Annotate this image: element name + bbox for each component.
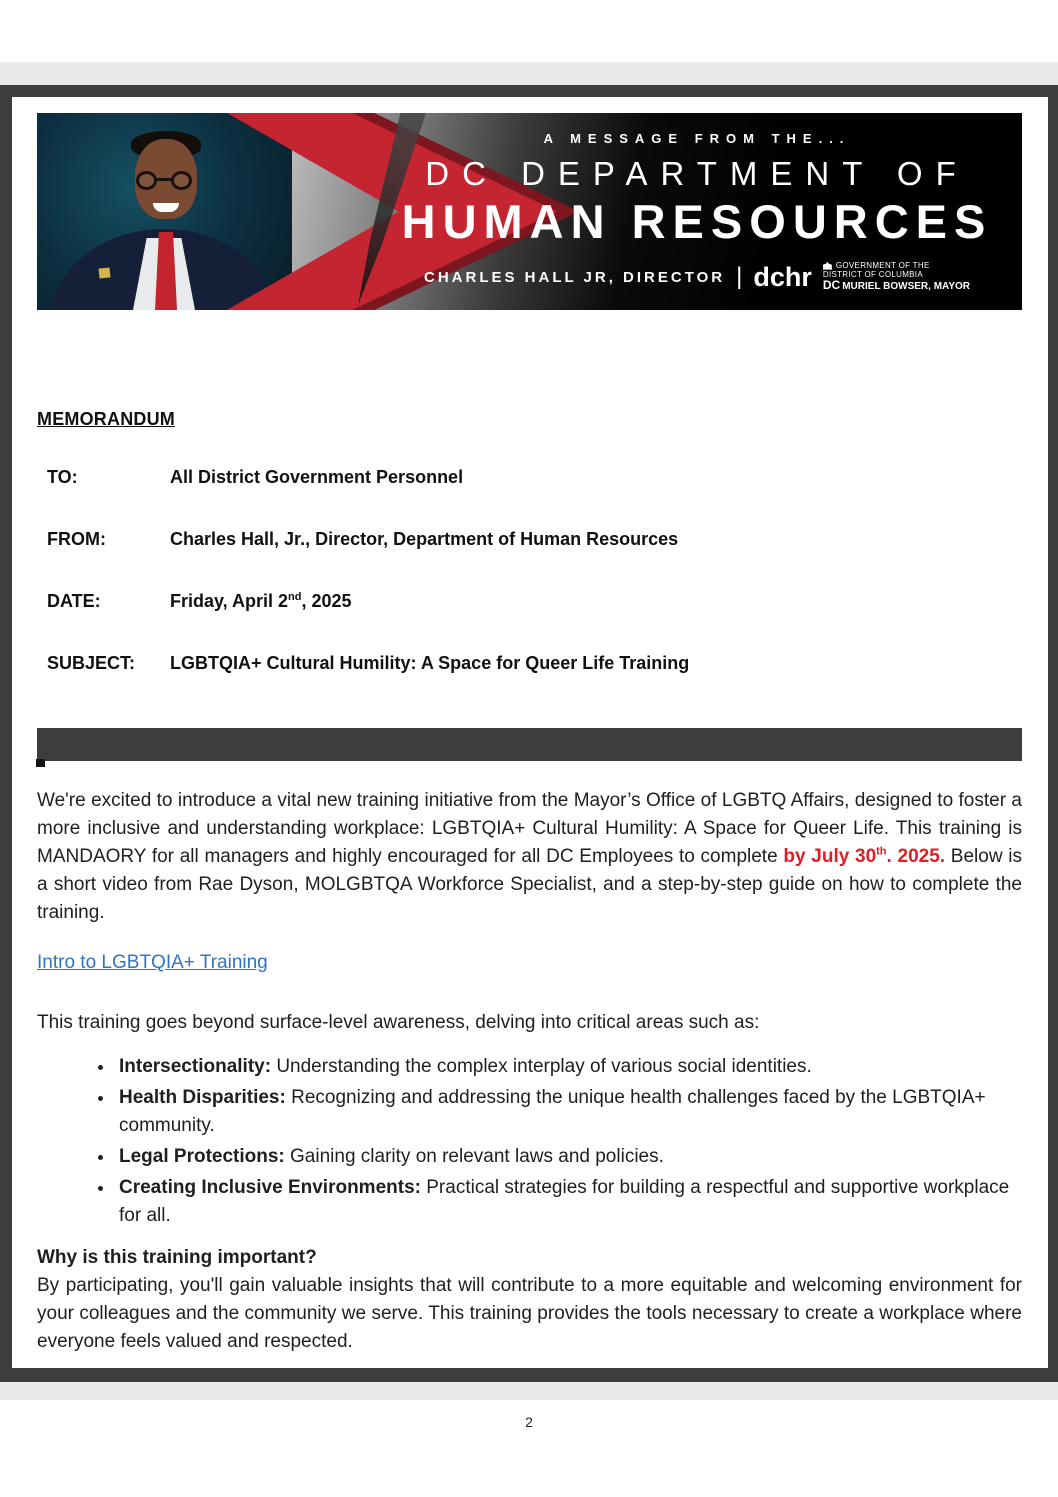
banner-text: [382, 131, 1012, 293]
anchor-marker: [36, 759, 45, 767]
separator: |: [736, 263, 743, 291]
memo-heading: MEMORANDUM: [37, 409, 175, 429]
field-subject-value: LGBTQIA+ Cultural Humility: A Space for Queer Life Training: [170, 653, 690, 673]
field-subject-label: SUBJECT:: [47, 653, 136, 673]
topics-list: [37, 1053, 1022, 1230]
memo-fields: [37, 465, 1022, 675]
field-date-label: DATE:: [47, 591, 101, 611]
banner-kicker: A MESSAGE FROM THE...: [543, 131, 851, 146]
field-from-value: Charles Hall, Jr., Director, Department of Human Resources: [170, 529, 679, 549]
field-date-value: Friday, April 2nd, 2025: [170, 591, 352, 611]
banner-title-line1: DC DEPARTMENT OF: [425, 155, 969, 192]
banner-title-line2: HUMAN RESOURCES: [401, 195, 993, 248]
director-name: CHARLES HALL JR, DIRECTOR: [423, 268, 726, 286]
field-date: [37, 589, 1022, 613]
portrait-pocket-square: [99, 267, 111, 278]
list-item: • Creating Inclusive Environments: Practical strategies for building a respectful and supportive workplace for all.: [115, 1174, 1022, 1230]
page-number: 2: [525, 1414, 533, 1430]
dchr-logo: dchr: [753, 261, 812, 292]
field-to: [37, 465, 1022, 489]
training-intro-link[interactable]: Intro to LGBTQIA+ Training: [37, 952, 268, 973]
banner-byline: [382, 261, 1012, 293]
dc-government-logo: [823, 261, 970, 293]
gov-line2: DISTRICT OF COLUMBIA: [822, 270, 923, 280]
mayor-line: MURIEL BOWSER, MAYOR: [842, 280, 971, 292]
field-from: [37, 527, 1022, 551]
section-divider-bar: [37, 728, 1022, 761]
next-page-top: [0, 1400, 1058, 1497]
deadline-text: by July 30th. 2025.: [783, 845, 946, 867]
link-line: [37, 949, 1022, 977]
field-from-label: FROM:: [47, 529, 106, 549]
why-paragraph: By participating, you'll gain valuable insights that will contribute to a more equitable and welcoming environment for your colleagues and the community we serve. This training provides the tools necessary to create a workplace where everyone feels valued and respected.: [37, 1275, 1022, 1352]
list-item: • Intersectionality: Understanding the complex interplay of various social identities.: [115, 1053, 1022, 1081]
why-heading: Why is this training important?: [37, 1247, 317, 1268]
page-gap-top: [0, 62, 1058, 85]
dc-mark: DC: [822, 278, 841, 293]
glasses-icon: [171, 171, 192, 190]
header-banner: [37, 113, 1022, 310]
field-to-value: All District Government Personnel: [170, 467, 464, 487]
intro-paragraph: We're excited to introduce a vital new training initiative from the Mayor’s Office of LGBTQ Affairs, designed to foster a more inclusive and understanding workplace: LGBTQIA+ Cultural Humility: A Space for Queer Life. This training is MANDAORY for all managers and highly encouraged for all DC Employees to complete by July 30th. 2025. Below is a short video from Rae Dyson, MOLGBTQA Workforce Specialist, and a step-by-step guide on how to complete the training.: [37, 790, 1022, 923]
field-subject: [37, 651, 1022, 675]
page-frame: [0, 85, 1058, 1382]
list-item: • Legal Protections: Gaining clarity on relevant laws and policies.: [115, 1143, 1022, 1171]
field-to-label: TO:: [47, 467, 78, 487]
gov-line1: GOVERNMENT OF THE: [835, 261, 930, 270]
capitol-icon: [823, 262, 832, 270]
list-item: • Health Disparities: Recognizing and addressing the unique health challenges faced by the LGBTQIA+ community.: [115, 1084, 1022, 1140]
director-portrait: [37, 113, 292, 310]
page-gap-bottom: [0, 1382, 1058, 1400]
areas-paragraph: This training goes beyond surface-level awareness, delving into critical areas such as:: [37, 1012, 760, 1033]
glasses-icon: [136, 171, 157, 190]
document-page: [12, 97, 1048, 1368]
glasses-bridge: [156, 178, 172, 181]
